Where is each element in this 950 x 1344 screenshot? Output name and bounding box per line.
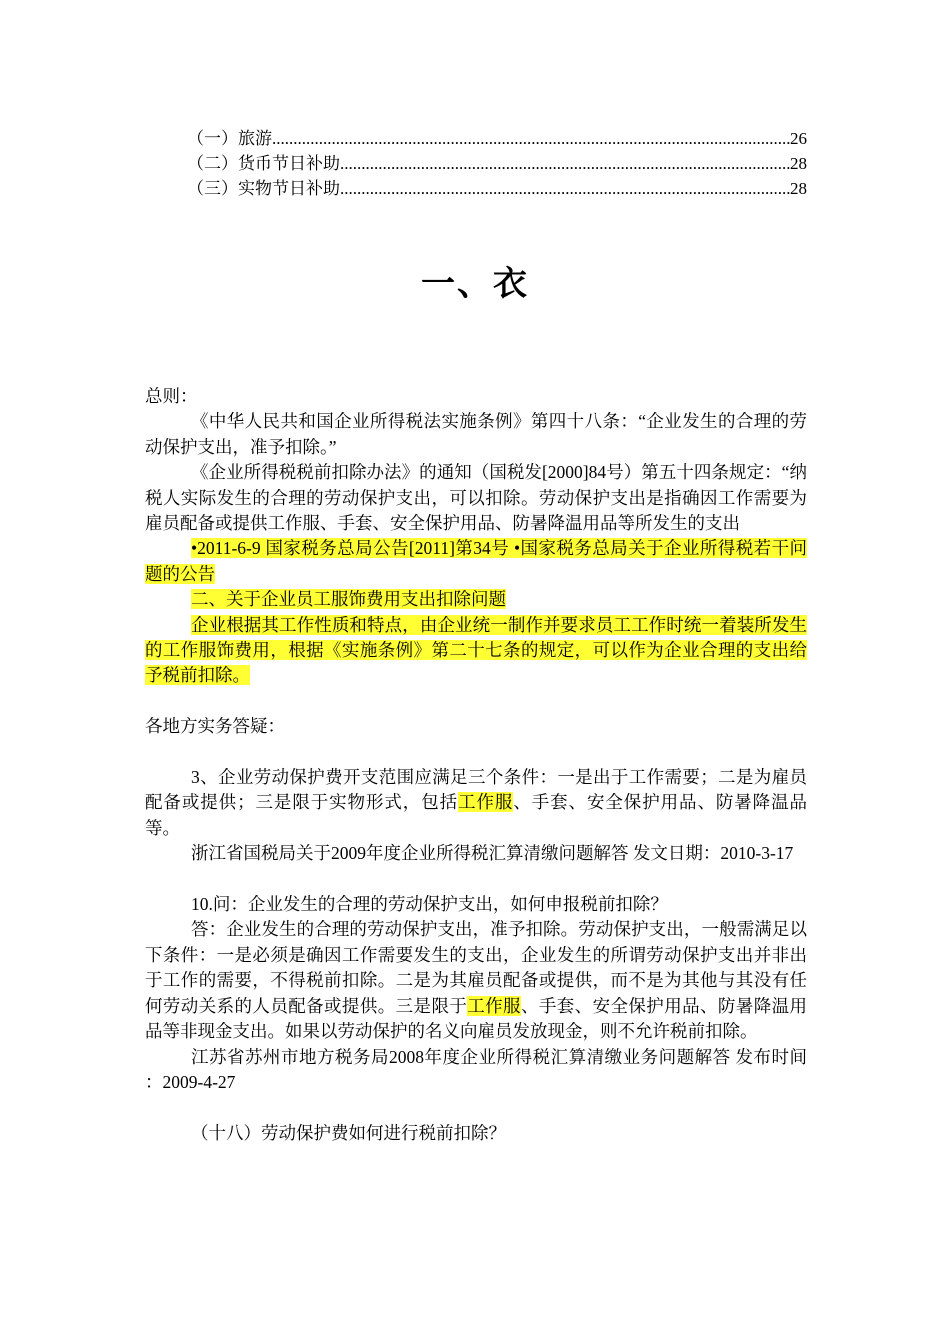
question: （十八）劳动保护费如何进行税前扣除？ bbox=[191, 1122, 506, 1143]
paragraph: 《企业所得税税前扣除办法》的通知（国税发[2000]84号）第五十四条规定：“纳税人实际发生的合理的劳动保护支出，可以扣除。劳动保护支出是指确因工作需要为雇员配备或提供工作服、手套、安全保护用品、防暑降温用品等所发生的支出 bbox=[145, 462, 807, 534]
highlighted-paragraph bbox=[145, 536, 807, 587]
blank-line bbox=[145, 740, 807, 765]
table-of-contents bbox=[187, 126, 807, 201]
paragraph-text: 、手套、安全保护用品、防暑降温品等。 bbox=[145, 792, 808, 838]
paragraph-text: 答：企业发生的合理的劳动保护支出，准予扣除。劳动保护支出，一般需满足以下条件：一是必须是确因工作需要发生的支出，企业发生的所谓劳动保护支出并非出于工作的需要，不得税前扣除。二是为其雇员配备或提供，而不是为其他与其没有任何劳动关系的人员配备或提供。三是限于 bbox=[145, 919, 807, 1016]
blank-line bbox=[145, 1095, 807, 1120]
toc-entry-label: （三）实物节日补助 bbox=[187, 179, 340, 198]
highlighted-paragraph bbox=[145, 587, 807, 612]
toc-page-number: 26 bbox=[790, 129, 807, 148]
source-note: 江苏省苏州市地方税务局2008年度企业所得税汇算清缴业务问题解答 发布时间 ：2009-4-27 bbox=[145, 1046, 807, 1092]
toc-page-number: 28 bbox=[790, 179, 807, 198]
blank-line bbox=[145, 867, 807, 892]
general-label: 总则： bbox=[145, 386, 198, 406]
highlighted-text: 工作服 bbox=[458, 792, 514, 813]
blank-line bbox=[145, 689, 807, 714]
toc-entry[interactable] bbox=[187, 176, 807, 201]
paragraph bbox=[145, 765, 807, 841]
toc-leader-dots bbox=[340, 151, 790, 176]
question: 10.问：企业发生的合理的劳动保护支出，如何申报税前扣除？ bbox=[191, 894, 668, 915]
highlighted-text: •2011-6-9 国家税务总局公告[2011]第34号 •国家税务总局关于企业所得税若干问题的公告 bbox=[145, 538, 807, 584]
document-body bbox=[145, 384, 807, 1146]
toc-leader-dots bbox=[272, 126, 790, 151]
paragraph-text: 3、企业劳动保护费开支范围应满足三个条件：一是出于工作需要；二是为雇员配备或提供；三是限于实物形式，包括 bbox=[145, 767, 807, 813]
answer bbox=[145, 917, 807, 1044]
paragraph: 《中华人民共和国企业所得税法实施条例》第四十八条：“企业发生的合理的劳动保护支出，准予扣除。” bbox=[145, 411, 807, 457]
local-label: 各地方实务答疑： bbox=[145, 716, 285, 737]
highlighted-text: 工作服 bbox=[467, 995, 521, 1016]
toc-entry[interactable] bbox=[187, 126, 807, 151]
toc-page-number: 28 bbox=[790, 154, 807, 173]
highlighted-text: 二、关于企业员工服饰费用支出扣除问题 bbox=[191, 589, 506, 610]
toc-leader-dots bbox=[340, 176, 790, 201]
highlighted-paragraph bbox=[145, 613, 807, 689]
section-heading: 一、衣 bbox=[421, 264, 529, 304]
toc-entry-label: （二）货币节日补助 bbox=[187, 154, 340, 173]
highlighted-text: 企业根据其工作性质和特点，由企业统一制作并要求员工工作时统一着装所发生的工作服饰费用，根据《实施条例》第二十七条的规定，可以作为企业合理的支出给予税前扣除。 bbox=[145, 614, 807, 686]
toc-entry-label: （一）旅游 bbox=[187, 129, 272, 148]
paragraph-text: 、手套、安全保护用品、防暑降温用品等非现金支出。如果以劳动保护的名义向雇员发放现金，则不允许税前扣除。 bbox=[145, 995, 808, 1042]
toc-entry[interactable] bbox=[187, 151, 807, 176]
source-note: 浙江省国税局关于2009年度企业所得税汇算清缴问题解答 发文日期：2010-3-17 bbox=[191, 843, 794, 864]
